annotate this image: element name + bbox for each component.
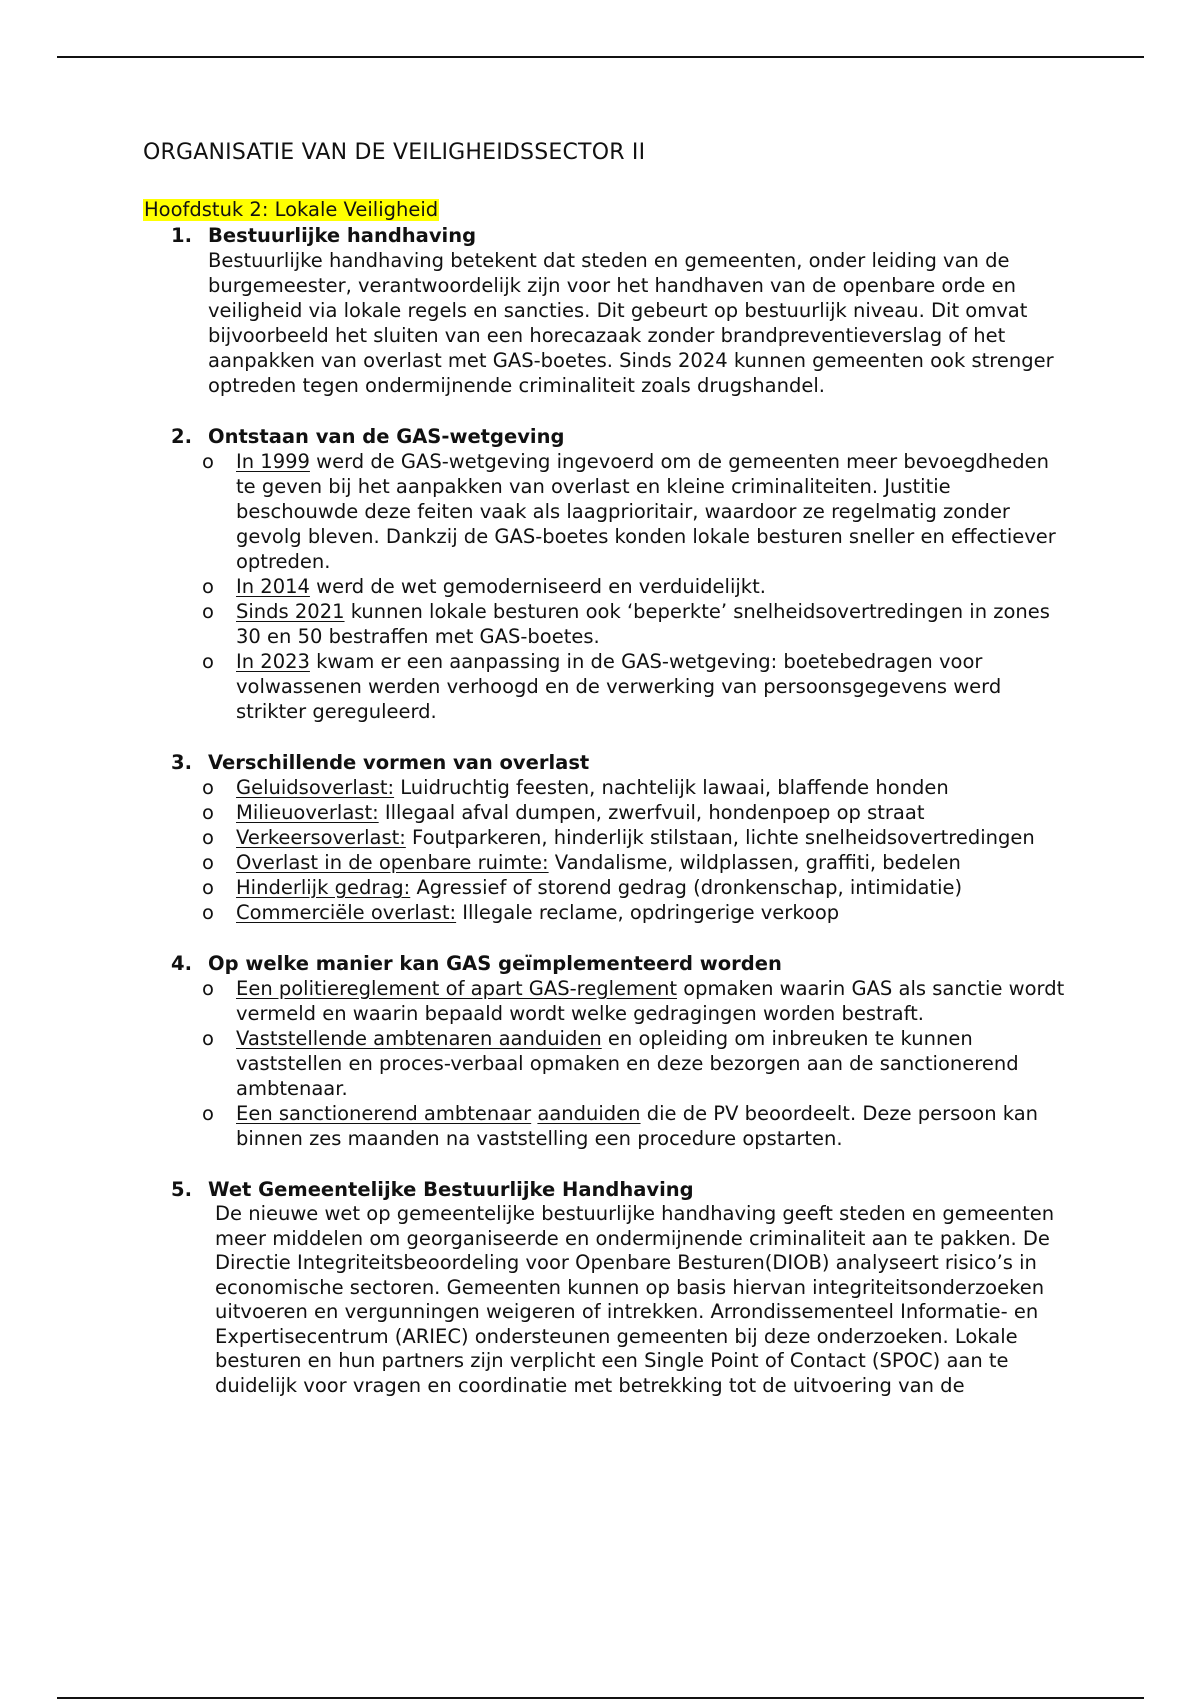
section-number: 1. [171, 224, 192, 247]
underlined-lead: Sinds 2021 [236, 600, 345, 623]
list-item-text: Vandalisme, wildplassen, graffiti, bedelen [548, 851, 961, 874]
bullet-marker: o [202, 826, 214, 849]
bullet-marker: o [202, 575, 214, 598]
list-item-text: opmaken waarin GAS als sanctie wordt vermeld en waarin bepaald wordt welke gedragingen worden bestraft. [236, 977, 1065, 1025]
underlined-lead: Overlast in de openbare ruimte: [236, 851, 549, 874]
section-heading: Bestuurlijke handhaving [208, 224, 477, 247]
underlined-lead: In 2023 [236, 650, 310, 673]
list-item-text: Luidruchtig feesten, nachtelijk lawaai, blaffende honden [394, 776, 949, 799]
list-item [202, 900, 1073, 925]
document-title: ORGANISATIE VAN DE VEILIGHEIDSSECTOR II [143, 140, 646, 165]
list-item [202, 875, 1073, 900]
section-heading: Op welke manier kan GAS geïmplementeerd worden [208, 952, 782, 975]
section-number: 2. [171, 425, 192, 448]
bullet-marker: o [202, 1102, 214, 1125]
footer-rule [57, 1697, 1144, 1699]
bullet-list [202, 449, 1073, 724]
bullet-marker: o [202, 851, 214, 874]
list-item-text: werd de GAS-wetgeving ingevoerd om de gemeenten meer bevoegdheden te geven bij het aanpakken van overlast en kleine criminaliteiten. Justitie beschouwde deze feiten vaak als laagprioritair, waardoor ze regelmatig zonder gevolg bleven. Dankzij de GAS-boetes konden lokale besturen sneller en effectiever optreden. [236, 450, 1056, 573]
underlined-lead: Commerciële overlast: [236, 901, 457, 924]
section-4 [143, 951, 1073, 1151]
list-item [202, 850, 1073, 875]
list-item-text: Foutparkeren, hinderlijk stilstaan, lichte snelheidsovertredingen [405, 826, 1035, 849]
section-1 [143, 223, 1073, 398]
underlined-lead: Vaststellende ambtenaren aanduiden [236, 1027, 602, 1050]
bullet-marker: o [202, 801, 214, 824]
section-2 [143, 424, 1073, 724]
header-rule [57, 56, 1144, 58]
underlined-lead: Milieuoverlast: [236, 801, 379, 824]
underlined-lead: Een politiereglement of apart GAS-reglement [236, 977, 678, 1000]
underlined-lead: In 2014 [236, 575, 310, 598]
bullet-list [202, 775, 1073, 925]
underlined-lead-2: aanduiden [537, 1102, 641, 1125]
list-item [202, 449, 1073, 574]
bullet-marker: o [202, 876, 214, 899]
list-item-text: en opleiding om inbreuken te kunnen vaststellen en proces-verbaal opmaken en deze bezorgen aan de sanctionerend ambtenaar. [236, 1027, 1019, 1100]
list-item [202, 976, 1073, 1026]
list-item-text: kunnen lokale besturen ook ‘beperkte’ snelheidsovertredingen in zones 30 en 50 bestraffen met GAS-boetes. [236, 600, 1050, 648]
list-item-text: kwam er een aanpassing in de GAS-wetgeving: boetebedragen voor volwassenen werden verhoogd en de verwerking van persoonsgegevens werd strikter gereguleerd. [236, 650, 1002, 723]
list-item [202, 574, 1073, 599]
underlined-lead: Geluidsoverlast: [236, 776, 395, 799]
section-heading: Wet Gemeentelijke Bestuurlijke Handhaving [208, 1178, 694, 1201]
list-item [202, 775, 1073, 800]
list-item-text: Agressief of storend gedrag (dronkenschap, intimidatie) [410, 876, 963, 899]
list-item-text: werd de wet gemoderniseerd en verduidelijkt. [309, 575, 766, 598]
underlined-lead: Een sanctionerend ambtenaar [236, 1102, 532, 1125]
list-item [202, 825, 1073, 850]
chapter-heading-highlighted: Hoofdstuk 2: Lokale Veiligheid [144, 198, 439, 221]
list-item [202, 800, 1073, 825]
list-item [202, 1101, 1073, 1151]
bullet-marker: o [202, 776, 214, 799]
section-paragraph: Bestuurlijke handhaving betekent dat steden en gemeenten, onder leiding van de burgemeester, verantwoordelijk zijn voor het handhaven van de openbare orde en veiligheid via lokale regels en sancties. Dit gebeurt op bestuurlijk niveau. Dit omvat bijvoorbeeld het sluiten van een horecazaak zonder brandpreventieverslag of het aanpakken van overlast met GAS-boetes. Sinds 2024 kunnen gemeenten ook strenger optreden tegen ondermijnende criminaliteit zoals drugshandel. [208, 249, 1054, 397]
bullet-marker: o [202, 1027, 214, 1050]
list-item [202, 599, 1073, 649]
section-number: 5. [171, 1178, 192, 1201]
section-number: 3. [171, 751, 192, 774]
document-page [143, 140, 1073, 1398]
bullet-list [202, 976, 1073, 1151]
underlined-lead: Verkeersoverlast: [236, 826, 406, 849]
section-heading: Verschillende vormen van overlast [208, 751, 590, 774]
underlined-lead: In 1999 [236, 450, 310, 473]
list-item-text: die de PV beoordeelt. Deze persoon kan binnen zes maanden na vaststelling een procedure opstarten. [236, 1102, 1039, 1150]
bullet-marker: o [202, 901, 214, 924]
list-item-text: Illegaal afval dumpen, zwerfvuil, hondenpoep op straat [378, 801, 925, 824]
section-heading: Ontstaan van de GAS-wetgeving [208, 425, 565, 448]
bullet-marker: o [202, 450, 214, 473]
list-item-text: Illegale reclame, opdringerige verkoop [456, 901, 840, 924]
section-number: 4. [171, 952, 192, 975]
bullet-marker: o [202, 650, 214, 673]
bullet-marker: o [202, 977, 214, 1000]
section-paragraph: De nieuwe wet op gemeentelijke bestuurlijke handhaving geeft steden en gemeenten meer middelen om georganiseerde en ondermijnende criminaliteit aan te pakken. De Directie Integriteitsbeoordeling voor Openbare Besturen(DIOB) analyseert risico’s in economische sectoren. Gemeenten kunnen op basis hiervan integriteitsonderzoeken uitvoeren en vergunningen weigeren of intrekken. Arrondissementeel Informatie- en Expertisecentrum (ARIEC) ondersteunen gemeenten bij deze onderzoeken. Lokale besturen en hun partners zijn verplicht een Single Point of Contact (SPOC) aan te duidelijk voor vragen en coordinatie met betrekking tot de uitvoering van de [215, 1202, 1055, 1397]
underlined-lead: Hinderlijk gedrag: [236, 876, 411, 899]
list-item [202, 649, 1073, 724]
list-item [202, 1026, 1073, 1101]
section-3 [143, 750, 1073, 925]
section-5 [143, 1177, 1073, 1398]
bullet-marker: o [202, 600, 214, 623]
